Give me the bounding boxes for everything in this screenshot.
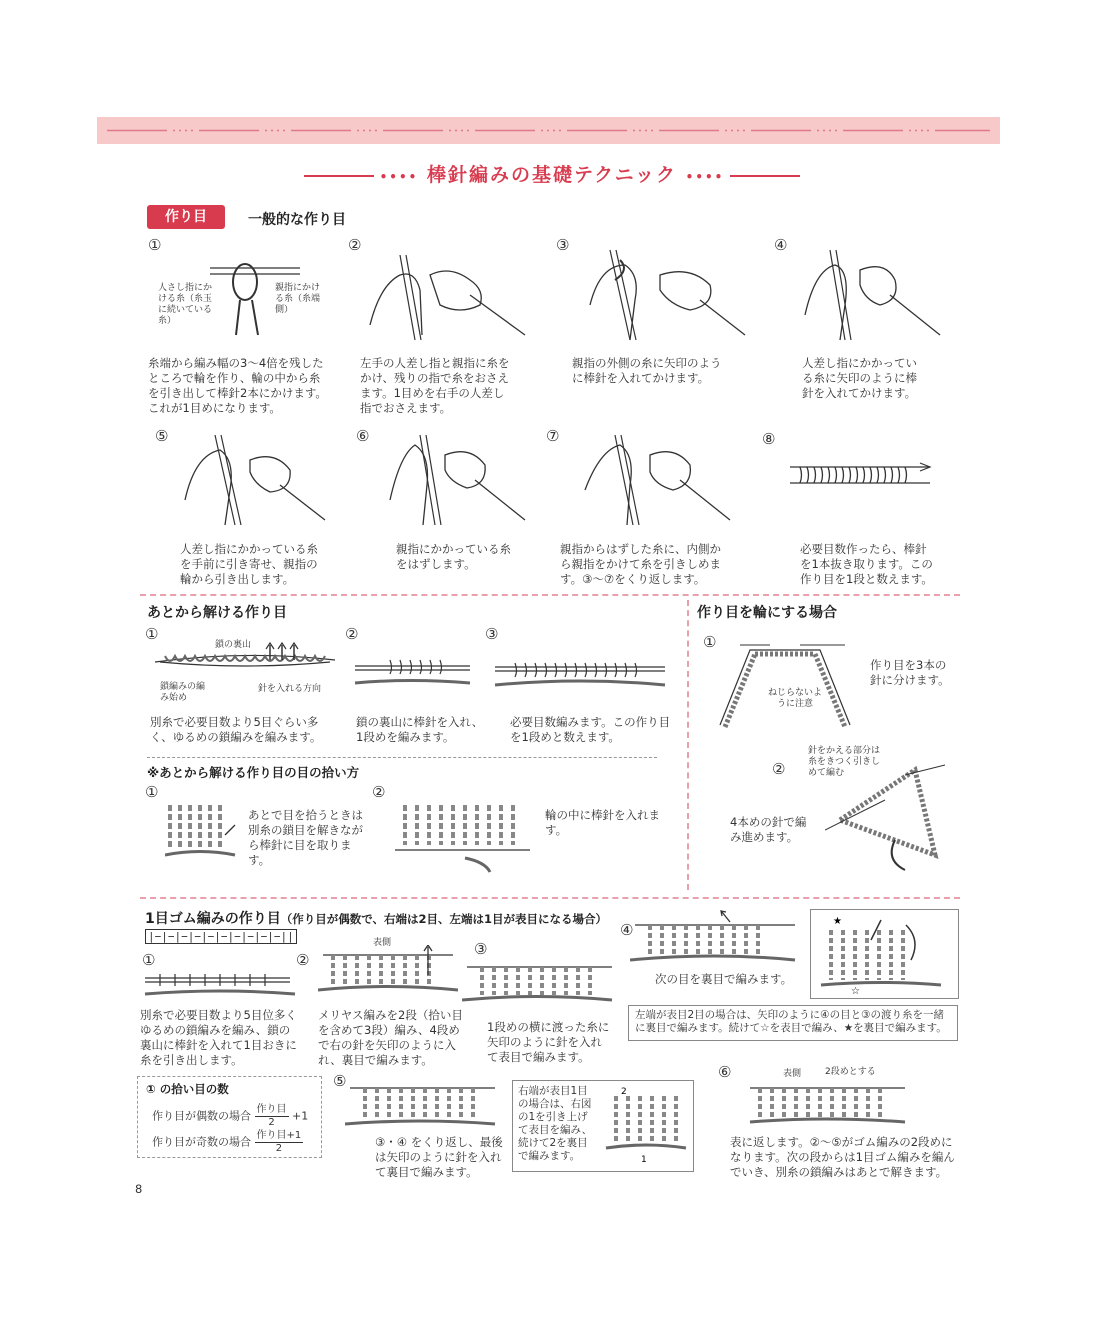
rib-heading-text: 1目ゴム編みの作り目 [145, 911, 281, 927]
step-number: ① [142, 951, 156, 969]
pickup-illustration-2 [395, 800, 535, 875]
odd-denominator: 2 [275, 1143, 283, 1154]
title-left-bar [304, 175, 374, 177]
step-number: ① [145, 625, 159, 643]
first-row-illustration [350, 648, 475, 698]
rib-illustration-6 [745, 1080, 910, 1130]
provisional-heading: あとから解ける作り目 [147, 605, 287, 621]
left-end-illustration [811, 910, 958, 998]
step-caption: メリヤス編みを2段（拾い目を含めて3段）編み、4段めで右の針を矢印のように入れ、裏目で編みます。 [318, 1008, 463, 1067]
page-title-row [0, 160, 1104, 187]
step-caption: 次の目を裏目で編みます。 [655, 972, 793, 986]
right-end-note: 右端が表目1目の場合は、右図の1を引き上げて表目を編み、続けて2を裏目で編みます。 [518, 1085, 593, 1162]
label-front-side: 表側 [373, 938, 392, 948]
rib-subheading: （作り目が偶数で、右端は2目、左端は1目が表目になる場合） [280, 912, 608, 926]
even-case-row [152, 1104, 308, 1129]
label-front-side: 表側 [783, 1069, 802, 1079]
section-divider [140, 594, 960, 596]
subsection-divider [147, 757, 657, 758]
left-end-figure-box [810, 909, 959, 999]
step-number: ⑤ [155, 427, 169, 445]
step-caption: 表に返します。②～⑤がゴム編みの2段めになります。次の段からは1目ゴム編みを編んでいき、別糸の鎖編みはあとで解きます。 [730, 1135, 955, 1179]
label-no-twist: ねじらないように注意 [767, 688, 822, 709]
svg-text:☆: ☆ [851, 986, 860, 997]
step-number: ⑧ [762, 430, 776, 448]
page-title: 棒針編みの基礎テクニック [426, 164, 678, 186]
label-index-yarn: 人さし指にかける糸（糸玉に続いている糸） [158, 283, 213, 326]
stitch-diagram: |−|−|−|−|−|−|−|−|−|−|| [145, 929, 297, 944]
pickup-heading: ※あとから解ける作り目の目の拾い方 [147, 765, 360, 780]
step-caption: 鎖の裏山に棒針を入れ、1段めを編みます。 [356, 715, 484, 744]
title-right-bar [730, 175, 800, 177]
step-number: ① [703, 633, 717, 651]
right-end-note-box [512, 1080, 694, 1172]
svg-text:2: 2 [621, 1087, 627, 1097]
header-band-ornament [97, 117, 1000, 144]
label-needle-change: 針をかえる部分は糸をきつく引きしめて編む [808, 746, 881, 778]
step-number: ② [348, 236, 362, 254]
step-number: ① [145, 783, 159, 801]
step-number: ② [296, 951, 310, 969]
step-caption: 輪の中に棒針を入れます。 [545, 808, 660, 837]
step-caption: 別糸で必要目数より5目ぐらい多く、ゆるめの鎖編みを編みます。 [150, 715, 322, 744]
step-number: ③ [556, 236, 570, 254]
label-chain-start: 鎖編みの編み始め [160, 682, 206, 703]
left-end-note: 左端が表目2目の場合は、矢印のように④の目と③の渡り糸を一緒に裏目で編みます。続けて☆を表目で編み、★を裏目で編みます。 [628, 1005, 958, 1041]
step-caption: 必要目数作ったら、棒針を1本抜き取ります。この作り目を1段と数えます。 [800, 542, 933, 586]
odd-fraction [255, 1130, 304, 1155]
step-number: ⑥ [356, 427, 370, 445]
even-numerator: 作り目 [256, 1104, 287, 1115]
rib-illustration-2 [318, 945, 458, 1000]
step-number: ③ [474, 940, 488, 958]
odd-case-label: 作り目が奇数の場合 [152, 1135, 251, 1149]
rib-heading [145, 908, 607, 928]
rib-illustration-4 [630, 910, 800, 970]
general-heading: 一般的な作り目 [248, 212, 346, 228]
step-caption: 別糸で必要目数より5目位多くゆるめの鎖編みを編み、鎖の裏山に棒針を入れて1目おきに糸を引き出します。 [140, 1008, 297, 1067]
label-insert-direction: 針を入れる方向 [258, 684, 322, 694]
circular-illustration-2 [825, 760, 955, 880]
pickup-illustration-1 [165, 800, 240, 870]
odd-case-row [152, 1130, 303, 1155]
step-number: ③ [485, 625, 499, 643]
rib-illustration-1 [140, 970, 300, 1005]
label-chain-back: 鎖の裏山 [215, 640, 252, 650]
step-caption: 左手の人差し指と親指に糸をかけ、残りの指で糸をおさえます。1目めを右手の人差し指でおさえます。 [360, 356, 510, 415]
step-caption: 必要目数編みます。この作り目を1段めと数えます。 [510, 715, 671, 744]
step-number: ⑤ [333, 1072, 347, 1090]
cast-on-illustration-6 [385, 430, 535, 530]
even-fraction [255, 1104, 289, 1129]
even-case-label: 作り目が偶数の場合 [152, 1109, 251, 1123]
step-caption: ③・④ をくり返し、最後は矢印のように針を入れて裏目で編みます。 [375, 1135, 503, 1179]
step-caption: 1段めの横に渡った糸に矢印のように針を入れて表目で編みます。 [487, 1020, 610, 1064]
pickup-count-title: ① の拾い目の数 [146, 1082, 229, 1096]
step-caption: 作り目を3本の針に分けます。 [870, 658, 950, 687]
pickup-count-box [137, 1076, 322, 1158]
label-thumb-yarn: 親指にかける糸（糸端側） [275, 283, 321, 315]
section-badge: 作り目 [147, 205, 225, 229]
step-number: ④ [620, 921, 634, 939]
step-caption: 親指の外側の糸に矢印のように棒針を入れてかけます。 [572, 356, 722, 385]
circular-heading: 作り目を輪にする場合 [697, 605, 837, 621]
cast-on-done-illustration [490, 655, 670, 700]
chain-illustration [150, 640, 340, 680]
odd-numerator: 作り目+1 [256, 1130, 302, 1141]
step-caption: 4本めの針で編み進めます。 [730, 815, 807, 844]
column-divider [687, 600, 689, 890]
title-dots: •••• [379, 170, 419, 184]
page-number: 8 [135, 1182, 143, 1196]
header-band [97, 117, 1000, 144]
step-caption: 人差し指にかかっている糸を手前に引き寄せ、親指の輪から引き出します。 [180, 542, 318, 586]
title-dots: •••• [685, 170, 725, 184]
cast-on-illustration-5 [180, 430, 330, 530]
svg-text:1: 1 [641, 1155, 647, 1165]
section-divider [140, 897, 960, 899]
step-number: ② [345, 625, 359, 643]
label-second-row: 2段めとする [825, 1067, 876, 1077]
step-caption: 糸端から編み幅の3～4倍を残したところで輪を作り、輪の中から糸を引き出して棒針2本にかけます。これが1目めになります。 [148, 356, 327, 415]
step-number: ⑦ [546, 427, 560, 445]
cast-on-illustration-3 [580, 245, 750, 345]
cast-on-illustration-8 [785, 455, 935, 495]
even-denominator: 2 [268, 1117, 275, 1128]
step-caption: 人差し指にかかっている糸に矢印のように棒針を入れてかけます。 [802, 356, 917, 400]
step-number: ⑥ [718, 1063, 732, 1081]
cast-on-illustration-2 [360, 245, 530, 345]
cast-on-illustration-4 [800, 245, 950, 345]
step-caption: 親指からはずした糸に、内側から親指をかけて糸を引きしめます。③～⑦をくり返します。 [560, 542, 721, 586]
step-number: ② [372, 783, 386, 801]
svg-text:★: ★ [833, 916, 842, 927]
step-caption: 親指にかかっている糸をはずします。 [396, 542, 511, 571]
cast-on-illustration-7 [575, 430, 735, 530]
rib-illustration-3 [462, 955, 617, 1010]
even-plus: +1 [292, 1109, 309, 1123]
step-number: ② [772, 760, 786, 778]
step-number: ④ [774, 236, 788, 254]
right-end-illustration [601, 1086, 689, 1166]
rib-illustration-5 [345, 1080, 500, 1135]
step-caption: あとで目を拾うときは別糸の鎖目を解きながら棒針に目を取ります。 [248, 808, 363, 867]
step-number: ① [148, 236, 162, 254]
